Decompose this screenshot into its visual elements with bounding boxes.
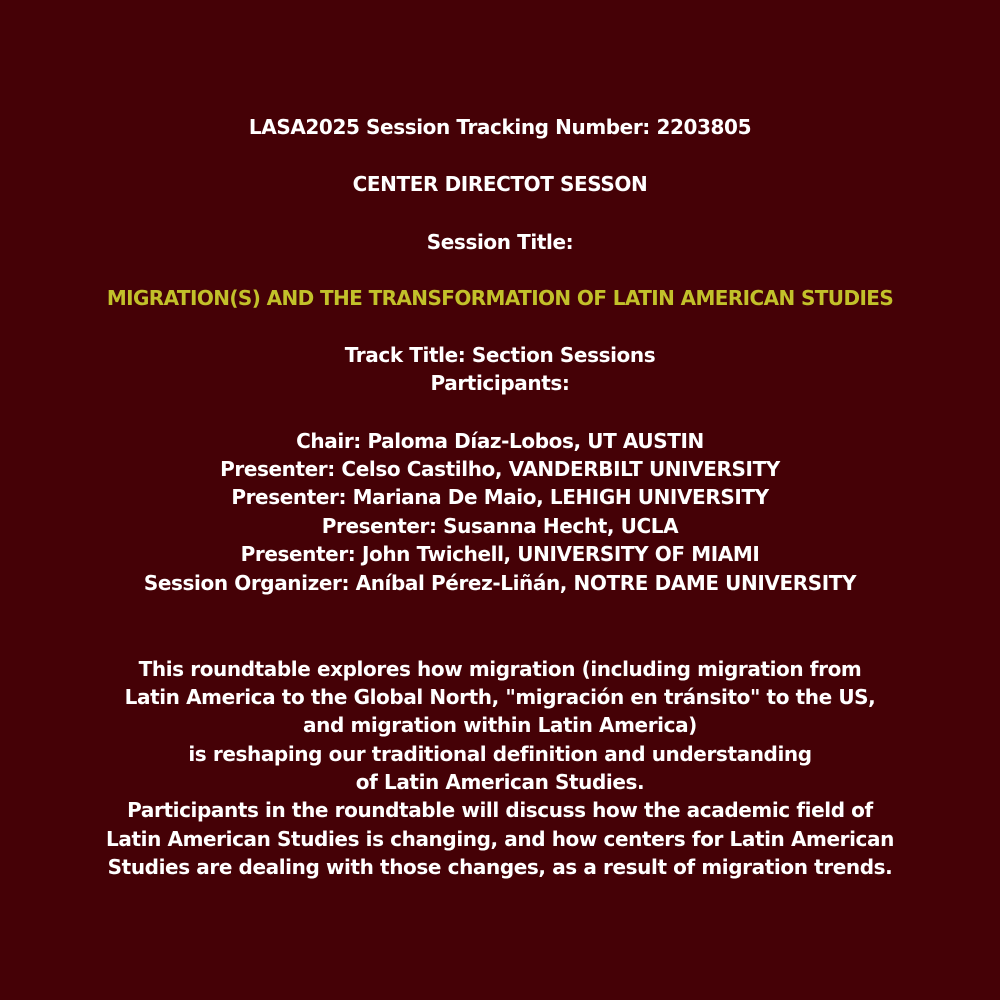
participant-organizer: Session Organizer: Aníbal Pérez-Liñán, NOTRE DAME UNIVERSITY [143, 571, 857, 595]
participants-label: Participants: [430, 371, 570, 395]
participant-presenter: Presenter: John Twichell, UNIVERSITY OF MIAMI [240, 542, 760, 566]
session-title: MIGRATION(S) AND THE TRANSFORMATION OF LATIN AMERICAN STUDIES [106, 286, 894, 310]
tracking-number: LASA2025 Session Tracking Number: 2203805 [248, 115, 752, 139]
description-line: Latin American Studies is changing, and how centers for Latin American [106, 827, 894, 851]
session-type: CENTER DIRECTOT SESSON [352, 172, 648, 196]
description-line: Participants in the roundtable will discuss how the academic field of [127, 798, 873, 822]
track-title: Track Title: Section Sessions [344, 343, 656, 367]
description-line: Latin America to the Global North, "migración en tránsito" to the US, [124, 685, 876, 709]
description-line: is reshaping our traditional definition and understanding [188, 742, 812, 766]
participant-chair: Chair: Paloma Díaz-Lobos, UT AUSTIN [296, 429, 704, 453]
session-title-label: Session Title: [426, 230, 574, 254]
participant-presenter: Presenter: Susanna Hecht, UCLA [321, 514, 679, 538]
description-line: of Latin American Studies. [355, 770, 645, 794]
description-line: This roundtable explores how migration (including migration from [138, 657, 862, 681]
description-line: and migration within Latin America) [303, 713, 697, 737]
description-line: Studies are dealing with those changes, as a result of migration trends. [107, 855, 893, 879]
participant-presenter: Presenter: Mariana De Maio, LEHIGH UNIVERSITY [231, 485, 769, 509]
participant-presenter: Presenter: Celso Castilho, VANDERBILT UNIVERSITY [220, 457, 780, 481]
